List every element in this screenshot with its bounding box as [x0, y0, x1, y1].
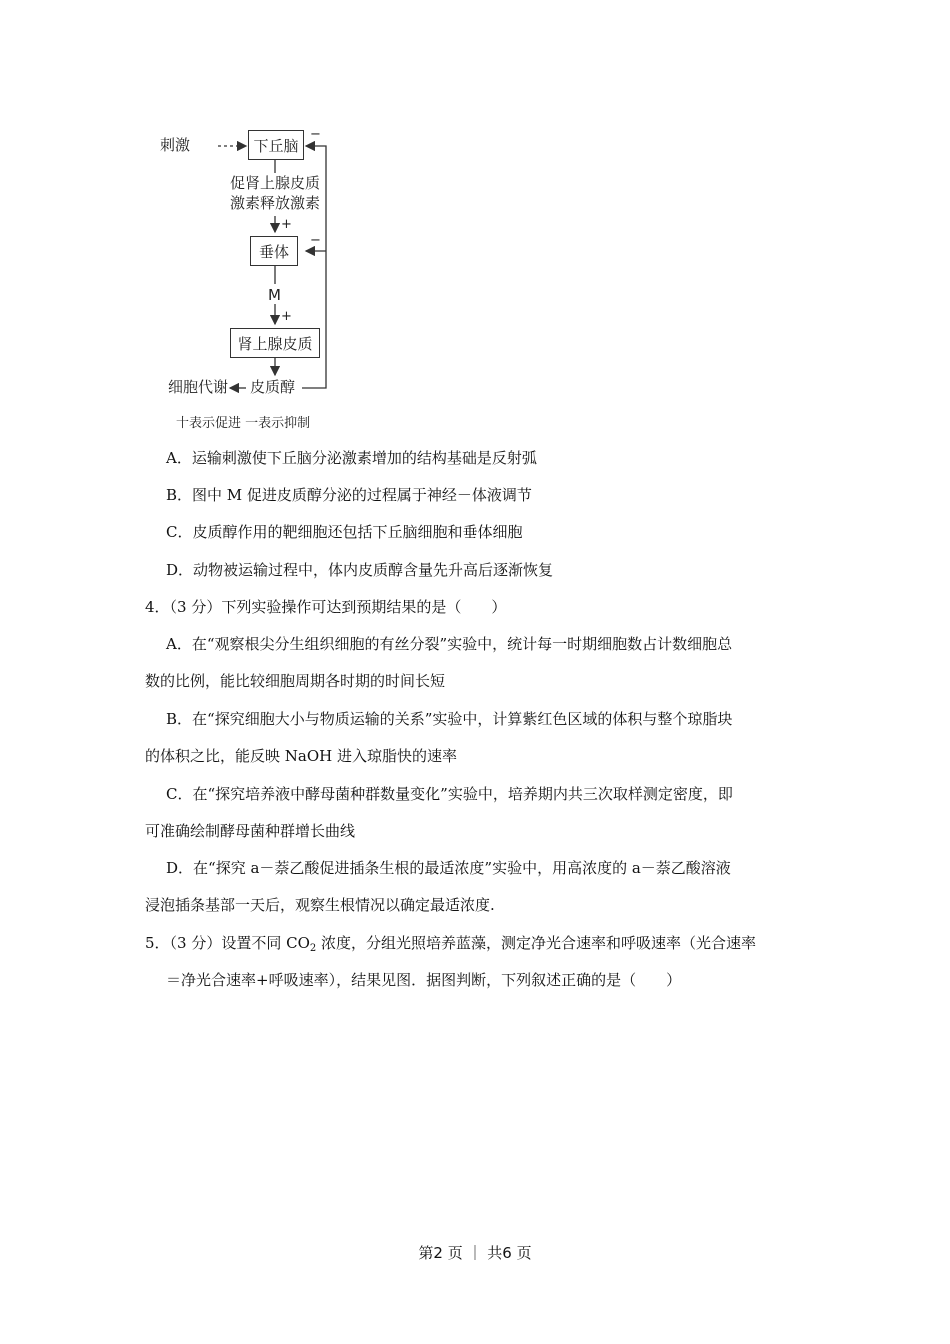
- q4-option-b-line1: B．在“探究细胞大小与物质运输的关系”实验中，计算紫红色区域的体积与整个琼脂块: [166, 710, 733, 728]
- stimulus-label: 刺激: [160, 136, 191, 154]
- q4-option-b-line2: 的体积之比，能反映 NaOH 进入琼脂快的速率: [145, 747, 457, 765]
- q3-option-c: C．皮质醇作用的靶细胞还包括下丘脑细胞和垂体细胞: [166, 523, 523, 541]
- crh-label-line2: 激素释放激素: [230, 194, 321, 212]
- q3-option-b: B．图中 M 促进皮质醇分泌的过程属于神经－体液调节: [166, 486, 532, 504]
- cell-metabolism-label: 细胞代谢: [168, 378, 229, 396]
- q4-stem: 4．（3 分）下列实验操作可达到预期结果的是（ ）: [145, 598, 507, 616]
- page-footer: 第2 页 ｜ 共6 页: [418, 1244, 532, 1262]
- q4-option-c-line1: C．在“探究培养液中酵母菌种群数量变化”实验中，培养期内共三次取样测定密度，即: [166, 785, 733, 803]
- q4-option-a-line1: A．在“观察根尖分生组织细胞的有丝分裂”实验中，统计每一时期细胞数占计数细胞总: [166, 635, 733, 653]
- q4-option-a-line2: 数的比例，能比较细胞周期各时期的时间长短: [145, 672, 446, 690]
- m-label: M: [268, 286, 281, 304]
- pituitary-box: 垂体: [250, 236, 298, 266]
- q5-stem-line1: 5．（3 分）设置不同 $CO_2$ 浓度，分组光照培养蓝藻，测定净光合速率和呼吸速率（光合速率: [145, 934, 757, 954]
- plus-to-pituitary: +: [281, 217, 292, 232]
- q3-option-a: A．运输刺激使下丘脑分泌激素增加的结构基础是反射弧: [166, 449, 537, 467]
- feedback-minus-pituitary: −: [310, 233, 321, 248]
- q3-option-d: D．动物被运输过程中，体内皮质醇含量先升高后逐渐恢复: [166, 561, 554, 579]
- q4-option-d-line1: D．在“探究 a－萘乙酸促进插条生根的最适浓度”实验中，用高浓度的 a－萘乙酸溶液: [166, 859, 731, 877]
- q4-option-c-line2: 可准确绘制酵母菌种群增长曲线: [145, 822, 356, 840]
- plus-to-adrenal: +: [281, 309, 292, 324]
- diagram-legend: 十表示促进 一表示抑制: [176, 416, 311, 431]
- hormone-regulation-diagram: [160, 118, 360, 438]
- cortisol-label: 皮质醇: [250, 378, 296, 396]
- crh-label-line1: 促肾上腺皮质: [230, 174, 321, 192]
- feedback-minus-hypothalamus: −: [310, 127, 321, 142]
- adrenal-cortex-box: 肾上腺皮质: [230, 328, 320, 358]
- q4-option-d-line2: 浸泡插条基部一天后，观察生根情况以确定最适浓度.: [145, 896, 495, 914]
- q5-stem-line2: ＝净光合速率+呼吸速率），结果见图．据图判断，下列叙述正确的是（ ）: [166, 971, 682, 989]
- hypothalamus-box: 下丘脑: [248, 130, 304, 160]
